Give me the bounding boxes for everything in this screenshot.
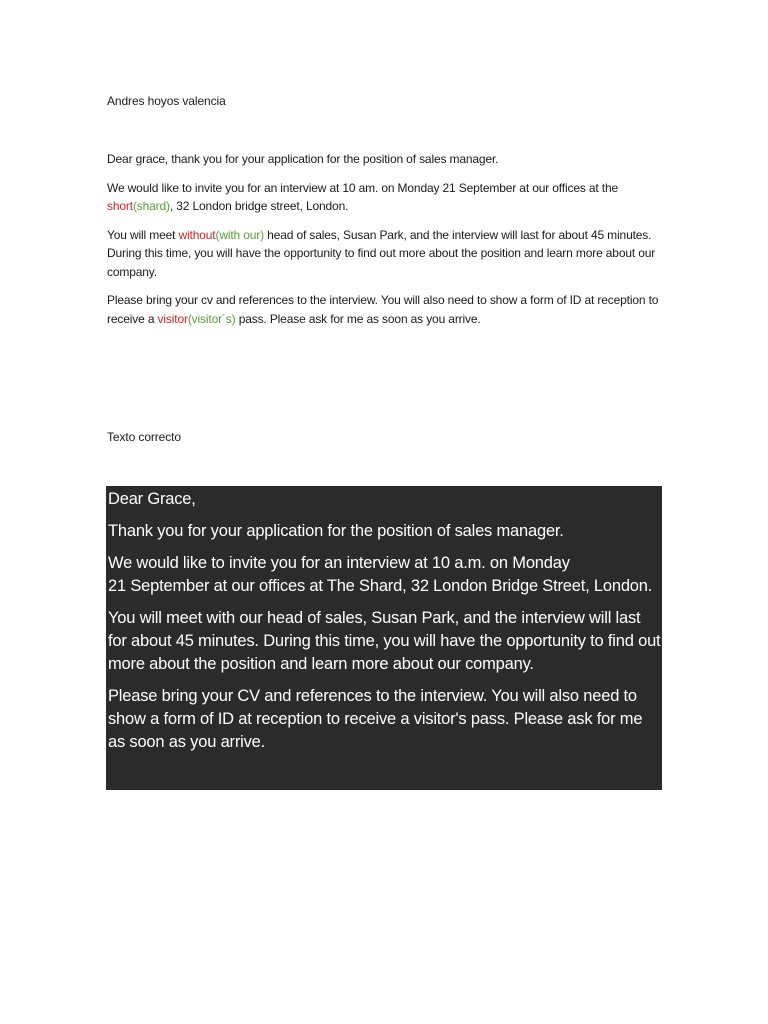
draft-text: , 32 London bridge street, London. [169, 199, 349, 213]
corrected-paragraph-3 [108, 552, 662, 598]
corrected-heading: Texto correcto [107, 430, 181, 444]
corrected-paragraph-1: Dear Grace, [108, 490, 196, 508]
corrected-paragraph-4: You will meet with our head of sales, Susan Park, and the interview will last for about 45 minutes. During this time, you will have the opportunity to find out more about the position and learn more about our company. [108, 609, 661, 673]
correction-word: (visitor´s) [187, 311, 236, 326]
corrected-paragraph-2: Thank you for your application for the position of sales manager. [108, 522, 564, 540]
draft-text: pass. Please ask for me as soon as you arrive. [235, 311, 481, 326]
corrected-paragraph-5: Please bring your CV and references to the interview. You will also need to show a form of ID at reception to receive a visitor's pass. Please ask for me as soon as you arrive. [108, 687, 643, 751]
draft-text: We would like to invite you for an interview at 10 am. on Monday 21 September at our offices at the [107, 180, 618, 195]
draft-paragraph-3 [107, 226, 667, 282]
author-name: Andres hoyos valencia [107, 94, 226, 108]
corrected-line: We would like to invite you for an interview at 10 a.m. on Monday [108, 554, 570, 572]
corrected-letter-box [106, 486, 662, 790]
error-word: short [107, 199, 133, 213]
correction-word: (with our) [215, 227, 264, 242]
draft-paragraph-1: Dear grace, thank you for your application for the position of sales manager. [107, 152, 499, 166]
draft-text: Please bring your cv and references to the interview. You will also need to show a form of ID at reception to receive a [107, 293, 659, 326]
draft-paragraph-4 [107, 291, 667, 328]
error-word: without [178, 227, 216, 242]
draft-letter [107, 150, 667, 338]
draft-paragraph-2 [107, 179, 667, 216]
corrected-line: 21 September at our offices at The Shard, 32 London Bridge Street, London. [108, 577, 653, 595]
draft-text: You will meet [107, 227, 179, 242]
error-word: visitor [157, 311, 188, 326]
draft-text: head of sales, Susan Park, and the interview will last for about 45 minutes. During this time, you will have the opportunity to find out more about the position and learn more about our company. [107, 227, 656, 279]
correction-word: (shard) [132, 199, 170, 213]
